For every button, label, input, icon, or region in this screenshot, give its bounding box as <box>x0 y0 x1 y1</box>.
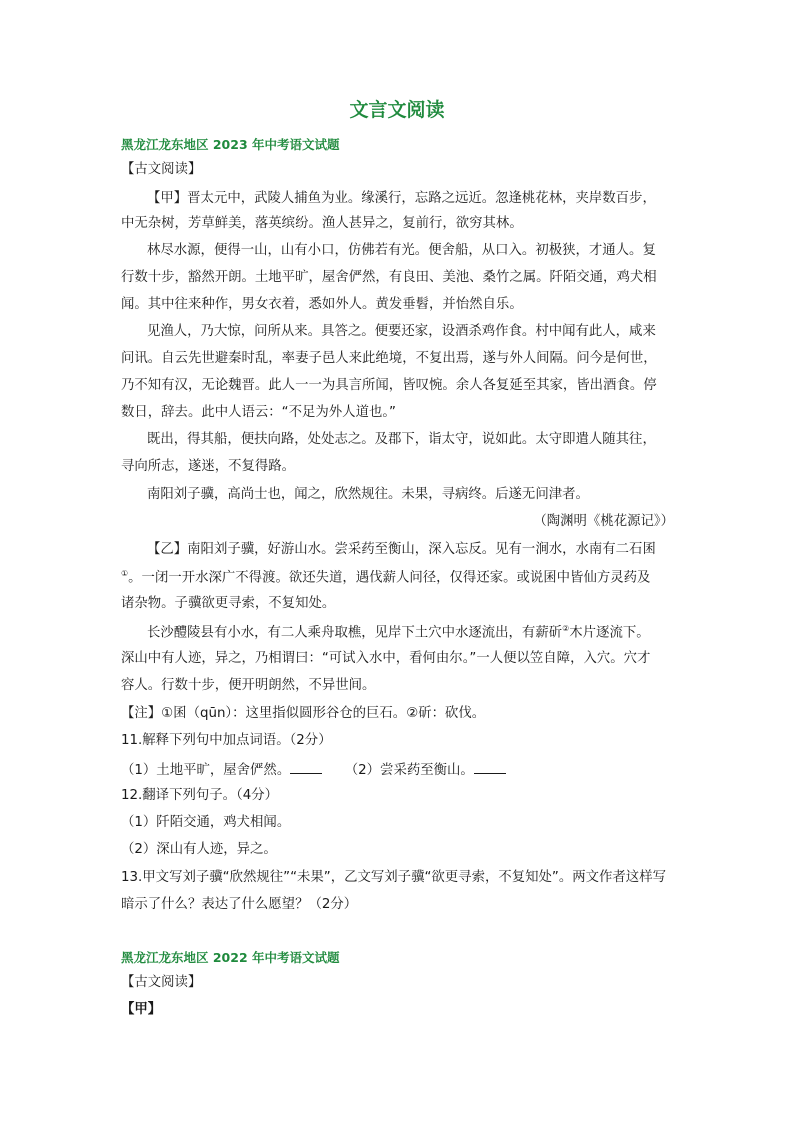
section-heading-2023: 黑龙江龙东地区 2023 年中考语文试题 <box>121 137 340 152</box>
jia-label-2022: 【甲】 <box>121 1002 162 1017</box>
section-label-2023: 【古文阅读】 <box>121 162 202 177</box>
jia-line-6: 见渔人，乃大惊，问所从来。具答之。便要还家，设酒杀鸡作食。村中闻有此人，咸来 <box>147 324 656 339</box>
jia-line-1: 【甲】晋太元中，武陵人捕鱼为业。缘溪行，忘路之远近。忽逢桃花林，夹岸数百步， <box>147 191 656 206</box>
question-11-items <box>121 762 681 777</box>
section-label-2022: 【古文阅读】 <box>121 975 202 990</box>
jia-line-5: 闻。其中往来种作，男女衣着，悉如外人。黄发垂髫，并怡然自乐。 <box>121 297 523 312</box>
jia-line-10: 既出，得其船，便扶向路，处处志之。及郡下，诣太守，说如此。太守即遣人随其往， <box>147 432 656 447</box>
yi-line-2-text: 。一闭一开水深广不得渡。欲还失道，遇伐薪人问径，仅得还家。或说囷中皆仙方灵药及 <box>128 570 651 586</box>
section-heading-2022: 黑龙江龙东地区 2022 年中考语文试题 <box>121 950 340 965</box>
answer-blank-2[interactable] <box>474 762 506 774</box>
yi-line-5: 深山中有人迹，异之，乃相谓曰：“可试入水中，看何由尔。”一人便以笠自障，入穴。穴才 <box>121 651 651 666</box>
footnote-mark-2: ② <box>562 624 570 633</box>
question-12-part-1: （1）阡陌交通，鸡犬相闻。 <box>121 815 291 830</box>
yi-line-4 <box>147 625 707 640</box>
jia-source: （陶渊明《桃花源记》） <box>533 514 674 529</box>
jia-line-7: 问讯。自云先世避秦时乱，率妻子邑人来此绝境，不复出焉，遂与外人间隔。问今是何世， <box>121 351 657 366</box>
notes: 【注】①囷（qūn）：这里指似圆形谷仓的巨石。②斫：砍伐。 <box>121 706 486 721</box>
jia-line-3: 林尽水源，便得一山，山有小口，仿佛若有光。便舍船，从口入。初极狭，才通人。复 <box>147 243 656 258</box>
yi-line-2 <box>121 570 681 585</box>
question-13-line-2: 暗示了什么？表达了什么愿望？（2分） <box>121 897 358 912</box>
jia-line-11: 寻向所志，遂迷，不复得路。 <box>121 459 296 474</box>
jia-line-4: 行数十步，豁然开朗。土地平旷，屋舍俨然，有良田、美池、桑竹之属。阡陌交通，鸡犬相 <box>121 270 657 285</box>
answer-blank-1[interactable] <box>290 762 322 774</box>
yi-line-4-text: 长沙醴陵县有小水，有二人乘舟取樵，见岸下土穴中水逐流出，有薪斫 <box>147 625 563 641</box>
question-11-part-1: （1）土地平旷，屋舍俨然。 <box>121 763 291 778</box>
yi-line-3: 诸杂物。子骥欲更寻索，不复知处。 <box>121 596 336 611</box>
yi-line-6: 容人。行数十步，便开明朗然，不异世间。 <box>121 678 376 693</box>
question-11: 11.解释下列句中加点词语。（2分） <box>121 733 332 748</box>
jia-line-8: 乃不知有汉，无论魏晋。此人一一为具言所闻，皆叹惋。余人各复延至其家，皆出酒食。停 <box>121 378 657 393</box>
footnote-mark-1: ① <box>121 569 129 578</box>
question-12: 12.翻译下列句子。（4分） <box>121 788 279 803</box>
jia-line-2: 中无杂树，芳草鲜美，落英缤纷。渔人甚异之，复前行，欲穷其林。 <box>121 216 523 231</box>
jia-line-9: 数日，辞去。此中人语云：“不足为外人道也。” <box>121 405 396 420</box>
question-12-part-2: （2）深山有人迹，异之。 <box>121 842 277 857</box>
yi-line-1: 【乙】南阳刘子骥，好游山水。尝采药至衡山，深入忘反。见有一涧水，水南有二石囷 <box>147 542 656 557</box>
yi-line-4-tail: 木片逐流下。 <box>569 625 650 641</box>
question-11-part-2: （2）尝采药至衡山。 <box>344 763 474 778</box>
question-13-line-1: 13.甲文写刘子骥“欣然规往”“未果”，乙文写刘子骥“欲更寻索，不复知处”。两文作者这样写 <box>121 870 666 885</box>
page-title: 文言文阅读 <box>349 99 445 121</box>
jia-line-12: 南阳刘子骥，高尚士也，闻之，欣然规往。未果，寻病终。后遂无问津者。 <box>147 487 589 502</box>
